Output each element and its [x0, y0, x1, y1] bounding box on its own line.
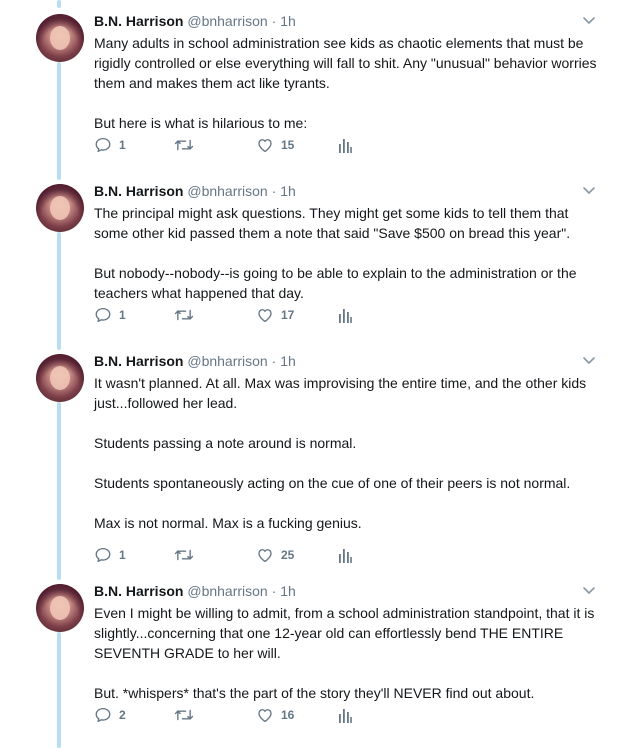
display-name[interactable]: B.N. Harrison [94, 583, 184, 599]
avatar[interactable] [36, 14, 84, 62]
retweet-button[interactable] [174, 546, 201, 564]
analytics-icon [338, 136, 352, 154]
like-button[interactable] [256, 546, 294, 564]
reply-icon [94, 706, 112, 724]
retweet-button[interactable] [174, 136, 201, 154]
retweet-button[interactable] [174, 306, 201, 324]
tweet-paragraph: Students spontaneously acting on the cue of one of their peers is not normal. [94, 475, 571, 491]
reply-button[interactable] [94, 136, 126, 154]
avatar-face [50, 596, 70, 620]
tweet[interactable] [0, 0, 628, 170]
tweet-text [94, 603, 604, 703]
timestamp[interactable]: 1h [280, 353, 296, 369]
like-count: 17 [281, 308, 295, 322]
tweet-header [94, 182, 296, 200]
like-count: 25 [281, 548, 295, 562]
tweet-actions [94, 136, 394, 154]
display-name[interactable]: B.N. Harrison [94, 353, 184, 369]
tweet-paragraph: But nobody--nobody--is going to be able to explain to the administration or the teachers what happened that day. [94, 265, 577, 301]
chevron-down-icon[interactable] [582, 354, 596, 368]
reply-count: 1 [119, 138, 126, 152]
analytics-button[interactable] [338, 136, 352, 154]
reply-button[interactable] [94, 546, 126, 564]
retweet-button[interactable] [174, 706, 201, 724]
tweet-paragraph: Max is not normal. Max is a fucking genius. [94, 515, 362, 531]
analytics-button[interactable] [338, 306, 352, 324]
reply-icon [94, 136, 112, 154]
timestamp[interactable]: 1h [280, 183, 296, 199]
tweet[interactable] [0, 170, 628, 340]
tweet-header [94, 352, 296, 370]
tweet-actions [94, 546, 394, 564]
avatar-face [50, 196, 70, 220]
like-button[interactable] [256, 306, 294, 324]
user-handle[interactable]: @bnharrison [187, 583, 268, 599]
tweet-text [94, 373, 604, 533]
reply-button[interactable] [94, 306, 126, 324]
heart-icon [256, 136, 274, 154]
avatar-face [50, 26, 70, 50]
avatar[interactable] [36, 184, 84, 232]
analytics-icon [338, 306, 352, 324]
tweet-text [94, 203, 604, 303]
timestamp[interactable]: 1h [280, 13, 296, 29]
retweet-icon [174, 306, 194, 324]
separator-dot: · [271, 353, 277, 369]
tweet-header [94, 12, 296, 30]
heart-icon [256, 706, 274, 724]
heart-icon [256, 306, 274, 324]
user-handle[interactable]: @bnharrison [187, 183, 268, 199]
reply-count: 1 [119, 548, 126, 562]
analytics-icon [338, 706, 352, 724]
analytics-button[interactable] [338, 546, 352, 564]
like-button[interactable] [256, 706, 294, 724]
retweet-icon [174, 706, 194, 724]
separator-dot: · [271, 183, 277, 199]
user-handle[interactable]: @bnharrison [187, 13, 268, 29]
tweet-paragraph: But here is what is hilarious to me: [94, 115, 308, 131]
tweet-paragraph: Even I might be willing to admit, from a school administration standpoint, that it is slightly...concerning that one 12-year old can effortlessly bend THE ENTIRE SEVENTH GRADE to her will. [94, 605, 595, 661]
user-handle[interactable]: @bnharrison [187, 353, 268, 369]
tweet[interactable] [0, 570, 628, 740]
reply-icon [94, 546, 112, 564]
analytics-icon [338, 546, 352, 564]
tweet-paragraph: But. *whispers* that's the part of the story they'll NEVER find out about. [94, 685, 535, 701]
tweet-header [94, 582, 296, 600]
like-count: 16 [281, 708, 295, 722]
retweet-icon [174, 546, 194, 564]
chevron-down-icon[interactable] [582, 584, 596, 598]
chevron-down-icon[interactable] [582, 184, 596, 198]
display-name[interactable]: B.N. Harrison [94, 183, 184, 199]
reply-count: 2 [119, 708, 126, 722]
reply-count: 1 [119, 308, 126, 322]
timestamp[interactable]: 1h [280, 583, 296, 599]
reply-button[interactable] [94, 706, 126, 724]
heart-icon [256, 546, 274, 564]
avatar-face [50, 366, 70, 390]
tweet[interactable] [0, 340, 628, 562]
avatar[interactable] [36, 354, 84, 402]
tweet-actions [94, 306, 394, 324]
avatar[interactable] [36, 584, 84, 632]
separator-dot: · [271, 13, 277, 29]
retweet-icon [174, 136, 194, 154]
tweet-paragraph: Students passing a note around is normal. [94, 435, 357, 451]
tweet-paragraph: It wasn't planned. At all. Max was improvising the entire time, and the other kids just...followed her lead. [94, 375, 587, 411]
like-button[interactable] [256, 136, 294, 154]
tweet-paragraph: The principal might ask questions. They might get some kids to tell them that some other kid passed them a note that said "Save $500 on bread this year". [94, 205, 571, 241]
separator-dot: · [271, 583, 277, 599]
tweet-text [94, 33, 604, 133]
like-count: 15 [281, 138, 295, 152]
tweet-paragraph: Many adults in school administration see kids as chaotic elements that must be rigidly controlled or else everything will fall to shit. Any "unusual" behavior worries them and makes them act like tyrants. [94, 35, 597, 91]
chevron-down-icon[interactable] [582, 14, 596, 28]
tweet-actions [94, 706, 394, 724]
analytics-button[interactable] [338, 706, 352, 724]
reply-icon [94, 306, 112, 324]
display-name[interactable]: B.N. Harrison [94, 13, 184, 29]
